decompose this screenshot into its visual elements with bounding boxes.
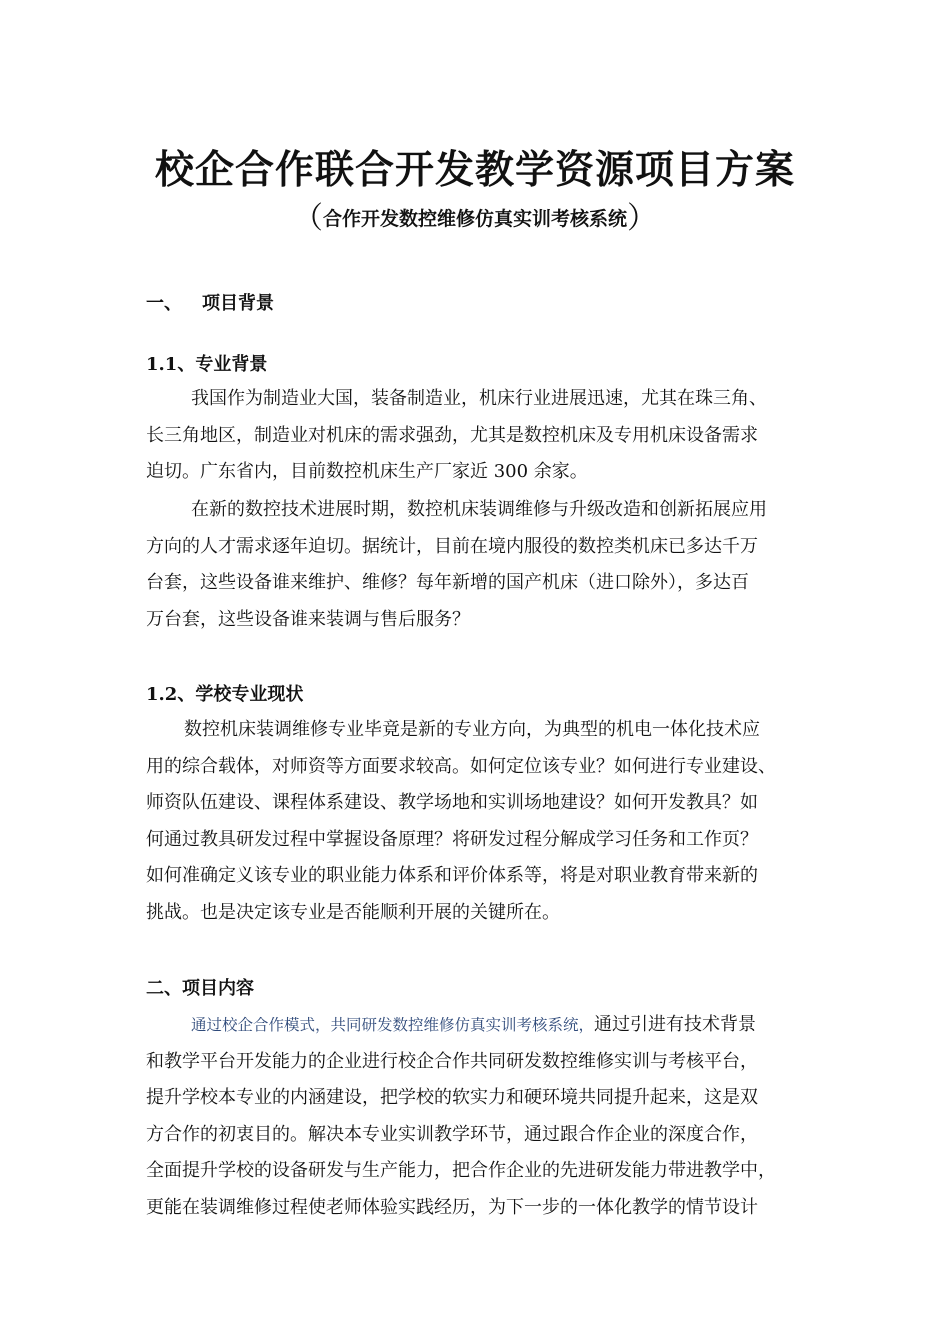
text-run: 通过引进有技术背景 xyxy=(594,1014,757,1035)
subtitle-close-paren: ） xyxy=(627,201,657,236)
paragraph-1-1-a xyxy=(146,381,811,491)
text-line: 更能在装调维修过程使老师体验实践经历，为下一步的一体化教学的情节设计 xyxy=(146,1196,758,1218)
text-line: 在新的数控技术进展时期，数控机床装调维修与升级改造和创新拓展应用 xyxy=(191,499,767,520)
section-heading-1 xyxy=(146,291,274,317)
section-title: 项目背景 xyxy=(202,293,274,314)
text-line: 全面提升学校的设备研发与生产能力，把合作企业的先进研发能力带进教学中， xyxy=(146,1160,776,1182)
subsection-heading-1-2: 1.2、学校专业现状 xyxy=(146,684,304,705)
text-line: 师资队伍建设、课程体系建设、教学场地和实训场地建设？如何开发教具？如 xyxy=(146,792,758,814)
text-line: 台套，这些设备谁来维护、维修？每年新增的国产机床（进口除外），多达百 xyxy=(146,572,749,594)
highlighted-text: 通过校企合作模式，共同研发数控维修仿真实训考核系统， xyxy=(191,1016,595,1034)
text-line: 长三角地区，制造业对机床的需求强劲，尤其是数控机床及专用机床设备需求 xyxy=(146,424,758,446)
text-line-first xyxy=(146,1007,811,1044)
text-line: 我国作为制造业大国，装备制造业，机床行业进展迅速，尤其在珠三角、 xyxy=(191,388,767,409)
text-line: 数控机床装调维修专业毕竟是新的专业方向，为典型的机电一体化技术应 xyxy=(184,719,760,740)
text-line: 方向的人才需求逐年迫切。据统计，目前在境内服役的数控类机床已多达千万 xyxy=(146,535,758,557)
text-line: 方合作的初衷目的。解决本专业实训教学环节，通过跟合作企业的深度合作， xyxy=(146,1123,758,1145)
text-line: 万台套，这些设备谁来装调与售后服务？ xyxy=(146,608,470,630)
text-line: 迫切。广东省内，目前数控机床生产厂家近 300 余家。 xyxy=(146,461,588,483)
text-line: 如何准确定义该专业的职业能力体系和评价体系等，将是对职业教育带来新的 xyxy=(146,865,758,887)
subtitle-text: 合作开发数控维修仿真实训考核系统 xyxy=(322,208,627,230)
section-heading-2: 二、项目内容 xyxy=(146,978,254,999)
text-line: 挑战。也是决定该专业是否能顺利开展的关键所在。 xyxy=(146,901,560,923)
subsection-heading-1-1: 1.1、专业背景 xyxy=(146,354,268,375)
text-line: 用的综合载体，对师资等方面要求较高。如何定位该专业？如何进行专业建设、 xyxy=(146,755,776,777)
paragraph-1-2 xyxy=(146,712,811,932)
text-line: 何通过教具研发过程中掌握设备原理？将研发过程分解成学习任务和工作页？ xyxy=(146,828,758,850)
document-subtitle xyxy=(0,200,950,238)
text-line: 和教学平台开发能力的企业进行校企合作共同研发数控维修实训与考核平台， xyxy=(146,1050,758,1072)
paragraph-1-1-b xyxy=(146,492,811,638)
paragraph-2 xyxy=(146,1007,811,1227)
text-line: 提升学校本专业的内涵建设，把学校的软实力和硬环境共同提升起来，这是双 xyxy=(146,1087,758,1109)
section-number: 一、 xyxy=(146,293,182,314)
subtitle-open-paren: （ xyxy=(292,201,323,236)
document-title: 校企合作联合开发教学资源项目方案 xyxy=(154,147,795,193)
